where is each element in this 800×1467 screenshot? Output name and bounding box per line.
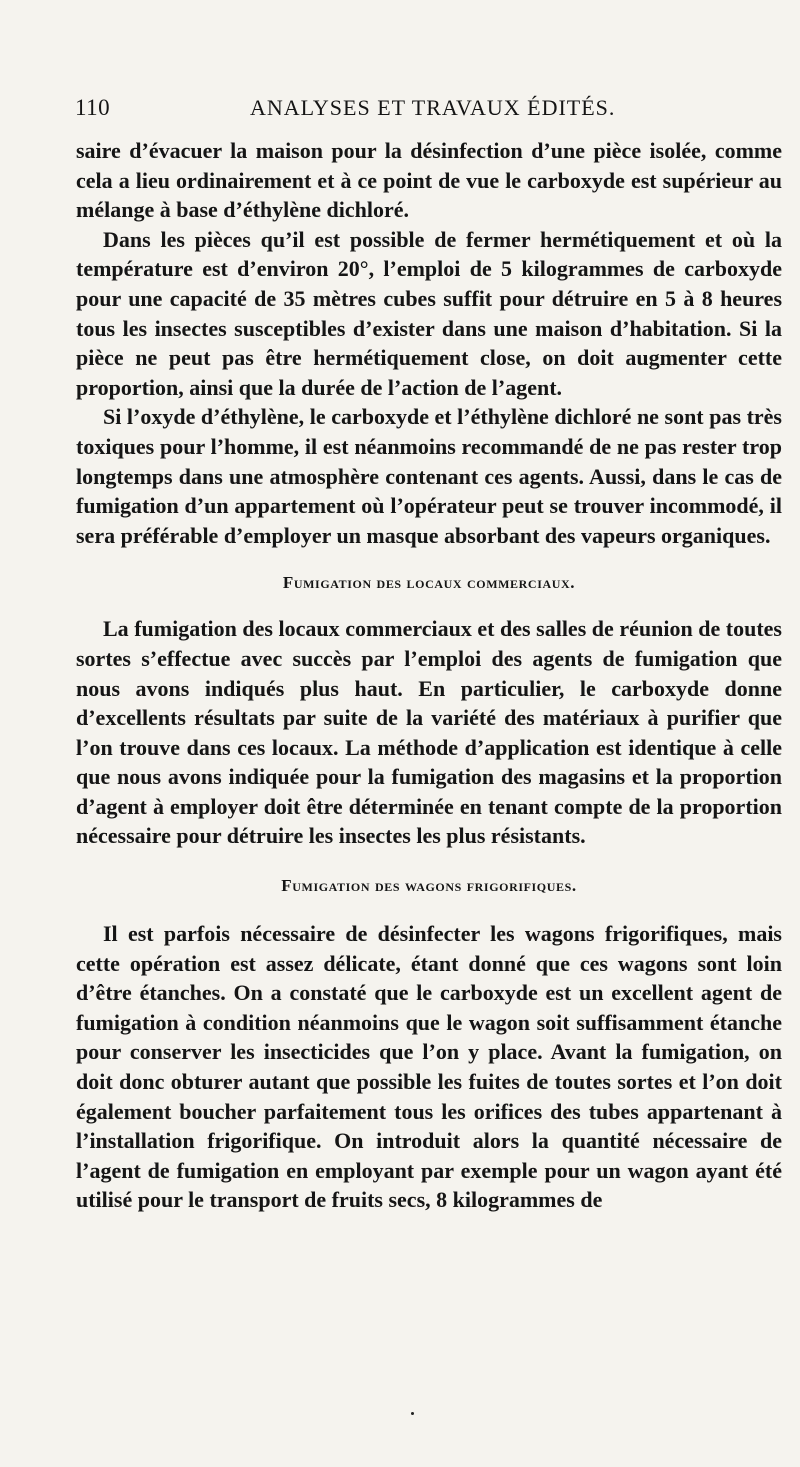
paragraph-temperature: Dans les pièces qu’il est possible de fermer hermétiquement et où la température est d’environ 20°, l’emploi de 5 kilogrammes de carboxyde pour une capacité de 35 mètres cubes suffit pour détruire en 5 à 8 heures tous les insectes susceptibles d’exister dans une maison d’habitation. Si la pièce ne peut pas être hermétiquement close, on doit augmenter cette proportion, ainsi que la durée de l’action de l’agent.: [76, 226, 782, 400]
section-heading-commercial: Fumigation des locaux commerciaux.: [282, 573, 576, 593]
page-header: [75, 92, 785, 124]
page-body: [76, 136, 782, 1215]
page-number: 110: [75, 95, 111, 120]
running-title: ANALYSES ET TRAVAUX ÉDITÉS.: [250, 95, 616, 120]
section-text-commercial: La fumigation des locaux commerciaux et des salles de réunion de toutes sortes s’effectue avec succès par l’emploi des agents de fumigation que nous avons indiqués plus haut. En particulier, le carboxyde donne d’excellents résultats par suite de la variété des matériaux à purifier que l’on trouve dans ces locaux. La méthode d’application est identique à celle que nous avons indiquée pour la fumigation des magasins et la proportion d’agent à employer doit être déterminée en tenant compte de la proportion nécessaire pour détruire les insectes les plus résistants.: [76, 616, 782, 849]
paragraph-continuation: saire d’évacuer la maison pour la désinfection d’une pièce isolée, comme cela a lieu ordinairement et à ce point de vue le carboxyde est supérieur au mélange à base d’éthylène dichloré.: [76, 138, 782, 223]
section-heading-wagons: Fumigation des wagons frigorifiques.: [281, 876, 577, 896]
footer-dot: [411, 1412, 414, 1415]
paragraph-toxicity: Si l’oxyde d’éthylène, le carboxyde et l’éthylène dichloré ne sont pas très toxiques pour l’homme, il est néanmoins recommandé de ne pas rester trop longtemps dans une atmosphère contenant ces agents. Aussi, dans le cas de fumigation d’un appartement où l’opérateur peut se trouver incommodé, il sera préférable d’employer un masque absorbant des vapeurs organiques.: [76, 404, 782, 548]
section-text-wagons: Il est parfois nécessaire de désinfecter les wagons frigorifiques, mais cette opération est assez délicate, étant donné que ces wagons sont loin d’être étanches. On a constaté que le carboxyde est un excellent agent de fumigation à condition néanmoins que le wagon soit suffisamment étanche pour conserver les insecticides que l’on y place. Avant la fumigation, on doit donc obturer autant que possible les fuites de toutes sortes et l’on doit également boucher parfaitement tous les orifices des tubes appartenant à l’installation frigorifique. On introduit alors la quantité nécessaire de l’agent de fumigation en employant par exemple pour un wagon ayant été utilisé pour le transport de fruits secs, 8 kilogrammes de: [76, 921, 782, 1213]
